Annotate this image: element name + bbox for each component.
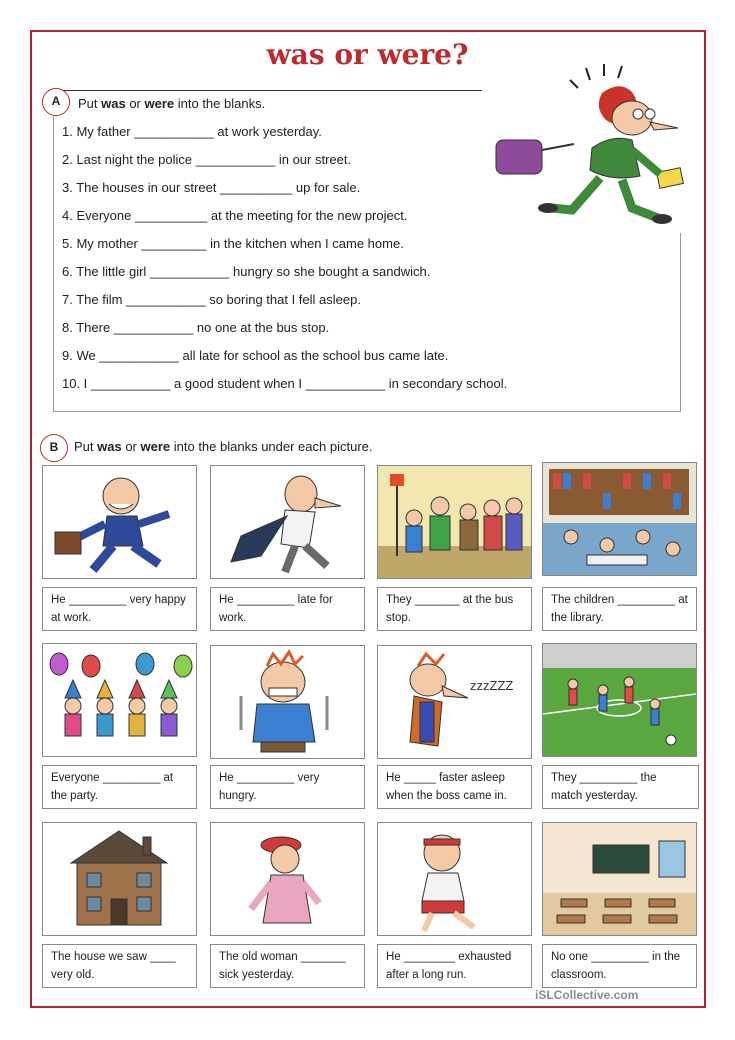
picture-sick-old-woman — [210, 822, 365, 936]
picture-hungry-man — [210, 645, 365, 759]
sentence-3: 3. The houses in our street __________ up for sale. — [62, 180, 361, 195]
picture-old-house — [42, 822, 197, 936]
picture-library — [542, 462, 697, 576]
caption-9: The house we saw ____ very old. — [42, 944, 197, 988]
picture-happy-businessman — [42, 465, 197, 579]
sentence-7: 7. The film ___________ so boring that I fell asleep. — [62, 292, 361, 307]
sentence-10: 10. I ___________ a good student when I ___________ in secondary school. — [62, 376, 508, 391]
section-b-instruction: Put was or were into the blanks under each picture. — [74, 439, 373, 454]
section-a-instruction: Put was or were into the blanks. — [78, 96, 266, 111]
worksheet-title: was or were? — [266, 38, 469, 71]
sentence-8: 8. There ___________ no one at the bus stop. — [62, 320, 330, 335]
sentence-4: 4. Everyone __________ at the meeting for the new project. — [62, 208, 408, 223]
picture-exhausted-runner — [377, 822, 532, 936]
sentence-5: 5. My mother _________ in the kitchen when I came home. — [62, 236, 404, 251]
running-woman-illustration — [482, 58, 697, 233]
section-b-label: B — [40, 434, 68, 462]
picture-party — [42, 643, 197, 757]
svg-text:zzzZZZ: zzzZZZ — [470, 678, 514, 693]
sentence-9: 9. We ___________ all late for school as the school bus came late. — [62, 348, 449, 363]
picture-bus-stop — [377, 465, 532, 579]
section-a-label: A — [42, 88, 70, 116]
picture-late-man — [210, 465, 365, 579]
picture-sleeping-man — [377, 645, 532, 759]
caption-8: They _________ the match yesterday. — [542, 765, 699, 809]
caption-6: He _________ very hungry. — [210, 765, 365, 809]
caption-7: He _____ faster asleep when the boss came in. — [377, 765, 532, 809]
title-underline — [48, 90, 488, 91]
caption-12: No one _________ in the classroom. — [542, 944, 697, 988]
caption-11: He ________ exhausted after a long run. — [377, 944, 532, 988]
sentence-1: 1. My father ___________ at work yesterday. — [62, 124, 322, 139]
watermark: iSLCollective.com — [535, 988, 639, 1002]
caption-10: The old woman _______ sick yesterday. — [210, 944, 365, 988]
caption-4: The children _________ at the library. — [542, 587, 697, 631]
caption-5: Everyone _________ at the party. — [42, 765, 197, 809]
sentence-2: 2. Last night the police ___________ in our street. — [62, 152, 352, 167]
sentence-6: 6. The little girl ___________ hungry so she bought a sandwich. — [62, 264, 431, 279]
caption-2: He _________ late for work. — [210, 587, 365, 631]
picture-empty-classroom — [542, 822, 697, 936]
caption-1: He _________ very happy at work. — [42, 587, 197, 631]
picture-football-match — [542, 643, 697, 757]
caption-3: They _______ at the bus stop. — [377, 587, 532, 631]
